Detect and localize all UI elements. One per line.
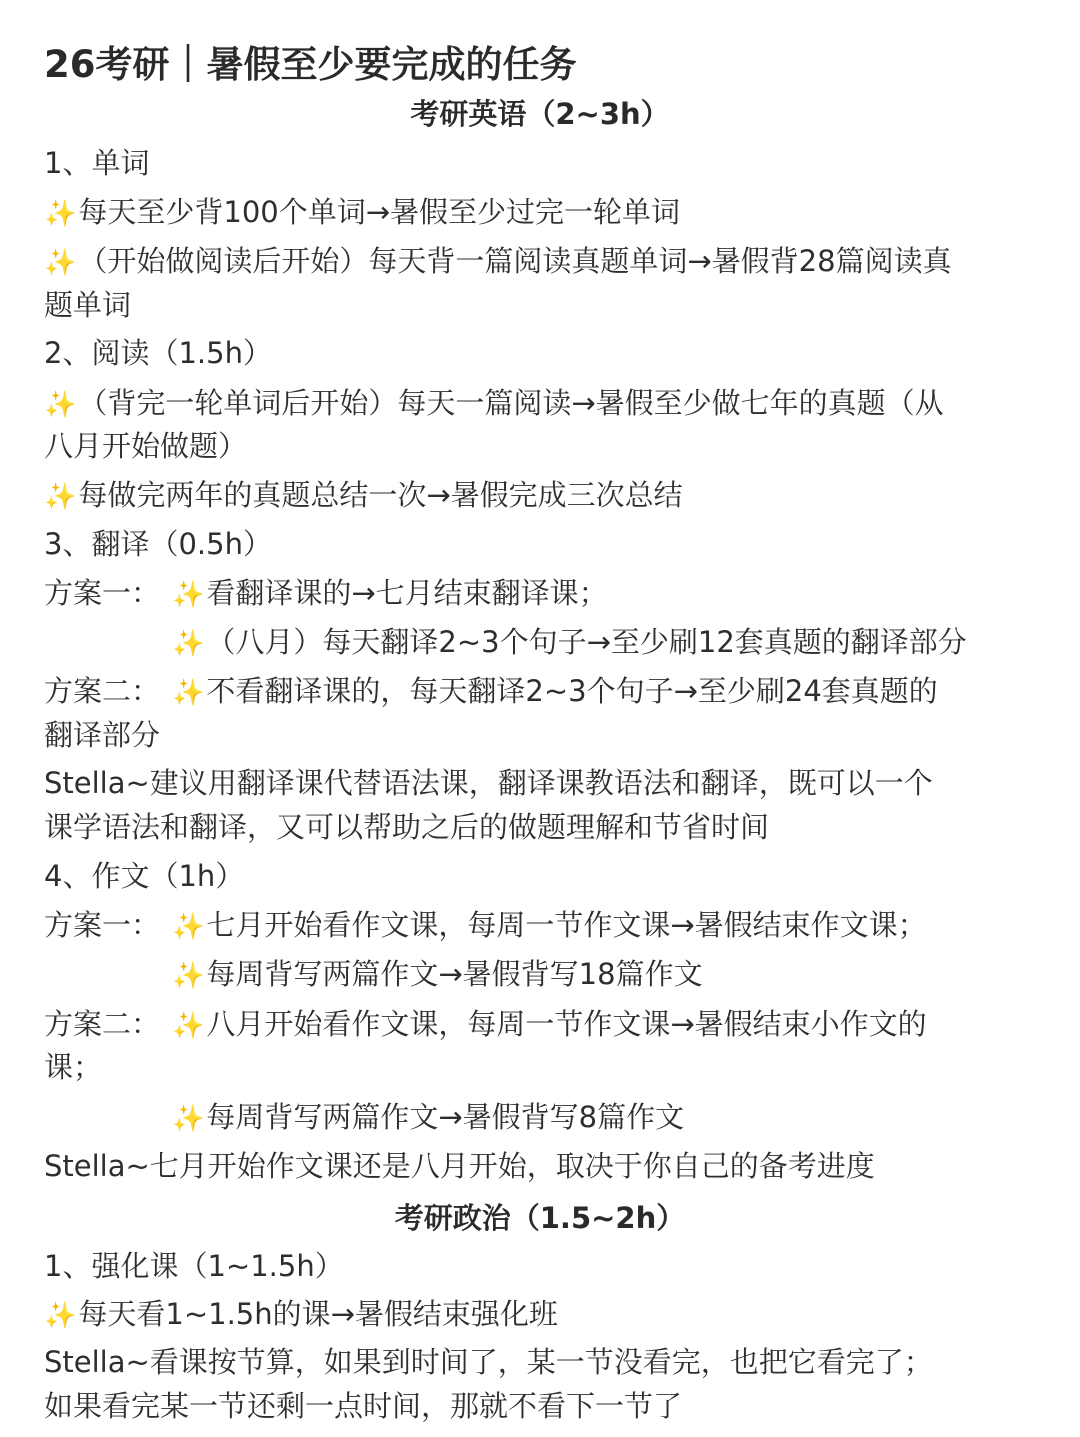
sparkle-icon: ✨	[44, 482, 77, 512]
sparkle-icon: ✨	[44, 1301, 77, 1331]
plan-label: 方案二：	[44, 674, 161, 708]
item-text-continued: 八月开始做题）	[44, 429, 248, 463]
item-text: 每周背写两篇作文→暑假背写8篇作文	[206, 1100, 685, 1134]
plan-label: 方案二：	[44, 1007, 161, 1041]
item-text: （开始做阅读后开始）每天背一篇阅读真题单词→暑假背28篇阅读真	[78, 244, 952, 278]
item-text: 七月开始看作文课，每周一节作文课→暑假结束作文课；	[206, 908, 927, 942]
plan-label: 方案一：	[44, 908, 161, 942]
list-item	[44, 382, 944, 426]
list-item	[172, 670, 938, 714]
page-title: 26考研｜暑假至少要完成的任务	[44, 43, 577, 86]
translation-title: 3、翻译（0.5h）	[44, 527, 272, 561]
item-text: 每做完两年的真题总结一次→暑假完成三次总结	[78, 478, 683, 512]
sparkle-icon: ✨	[172, 961, 205, 991]
list-item	[44, 1293, 558, 1337]
list-item	[44, 474, 683, 518]
item-text: （八月）每天翻译2~3个句子→至少刷12套真题的翻译部分	[206, 625, 967, 659]
sparkle-icon: ✨	[44, 248, 77, 278]
list-item	[44, 240, 952, 284]
item-text: 每天看1~1.5h的课→暑假结束强化班	[78, 1297, 558, 1331]
sparkle-icon: ✨	[172, 912, 205, 942]
item-text-continued: 课；	[44, 1050, 103, 1084]
vocab-title: 1、单词	[44, 146, 150, 180]
item-text: （背完一轮单词后开始）每天一篇阅读→暑假至少做七年的真题（从	[78, 386, 944, 420]
stella-note: Stella~建议用翻译课代替语法课，翻译课教语法和翻译，既可以一个	[44, 766, 933, 800]
sparkle-icon: ✨	[172, 580, 205, 610]
writing-title: 4、作文（1h）	[44, 859, 245, 893]
list-item	[172, 904, 927, 948]
sparkle-icon: ✨	[44, 199, 77, 229]
sparkle-icon: ✨	[172, 1104, 205, 1134]
sparkle-icon: ✨	[172, 678, 205, 708]
list-item	[172, 572, 608, 616]
list-item	[44, 191, 680, 235]
stella-note-continued: 课学语法和翻译，又可以帮助之后的做题理解和节省时间	[44, 810, 770, 844]
item-text-continued: 题单词	[44, 288, 132, 322]
sparkle-icon: ✨	[172, 629, 205, 659]
list-item	[172, 1096, 684, 1140]
list-item	[172, 621, 967, 665]
item-text: 看翻译课的→七月结束翻译课；	[206, 576, 608, 610]
item-text: 八月开始看作文课，每周一节作文课→暑假结束小作文的	[206, 1007, 927, 1041]
reading-title: 2、阅读（1.5h）	[44, 336, 272, 370]
english-section-heading: 考研英语（2~3h）	[410, 97, 670, 131]
item-text: 每天至少背100个单词→暑假至少过完一轮单词	[78, 195, 681, 229]
sparkle-icon: ✨	[44, 390, 77, 420]
item-text-continued: 翻译部分	[44, 718, 161, 752]
politics-section-heading: 考研政治（1.5~2h）	[394, 1201, 686, 1235]
stella-note-continued: 如果看完某一节还剩一点时间，那就不看下一节了	[44, 1389, 683, 1423]
course-title: 1、强化课（1~1.5h）	[44, 1249, 344, 1283]
sparkle-icon: ✨	[172, 1011, 205, 1041]
stella-note: Stella~七月开始作文课还是八月开始，取决于你自己的备考进度	[44, 1149, 875, 1183]
plan-label: 方案一：	[44, 576, 161, 610]
list-item	[172, 953, 703, 997]
list-item	[172, 1003, 927, 1047]
item-text: 每周背写两篇作文→暑假背写18篇作文	[206, 957, 703, 991]
item-text: 不看翻译课的，每天翻译2~3个句子→至少刷24套真题的	[206, 674, 938, 708]
stella-note: Stella~看课按节算，如果到时间了，某一节没看完，也把它看完了；	[44, 1345, 933, 1379]
